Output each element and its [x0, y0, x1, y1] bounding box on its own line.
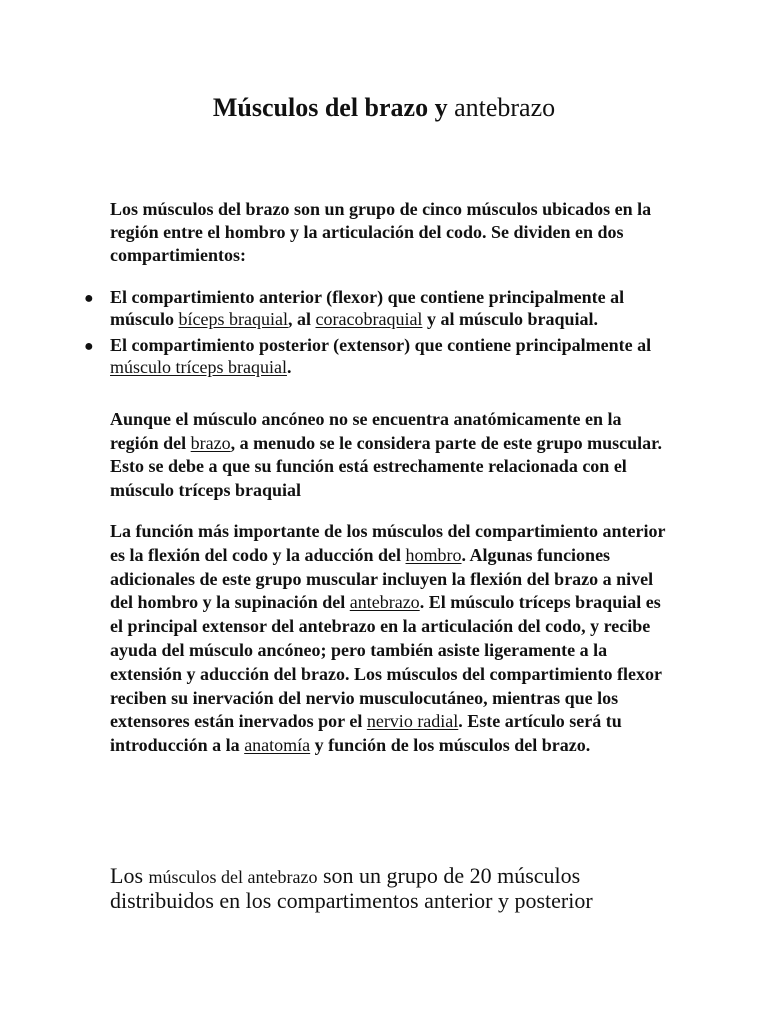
bullet-icon: ● [84, 338, 94, 355]
forearm-paragraph [110, 864, 670, 913]
link-antebrazo[interactable]: antebrazo [349, 592, 420, 613]
para-text: Los [110, 863, 143, 888]
para-text: , a menudo se le considera parte de este grupo muscular. Esto se debe a que su función está estrechamente relacionada con el músculo tríceps braquial [110, 432, 662, 500]
link-musculo-triceps-braquial[interactable]: músculo tríceps braquial [110, 357, 287, 377]
bullet-text: El compartimiento anterior (flexor) que contiene principalmente al músculo [110, 287, 625, 329]
para-text: son un grupo de 20 músculos distribuidos en los compartimentos anterior y posterior [110, 863, 593, 913]
title-bold-part: Músculos del brazo y [212, 93, 448, 122]
function-paragraph [110, 520, 670, 758]
para-text: y función de los músculos del brazo. [314, 735, 591, 756]
para-text: . El músculo tríceps braquial es el principal extensor del antebrazo en la articulación del codo, y recibe ayuda del músculo ancóneo; pero también asiste ligeramente a la extensión y aducción del brazo. Los músculos del compartimiento flexor reciben su inervación del nervio musculocutáneo, mientras que los extensores están inervados por el [110, 592, 662, 732]
para-text-small: músculos del antebrazo [148, 867, 318, 887]
link-biceps-braquial[interactable]: bíceps braquial [178, 309, 288, 329]
bullet-text: . [286, 357, 292, 377]
page-title [0, 90, 768, 126]
title-normal-part: antebrazo [454, 93, 556, 122]
list-item-posterior [0, 334, 670, 378]
link-anatomia[interactable]: anatomía [244, 735, 311, 756]
intro-paragraph: Los músculos del brazo son un grupo de cinco músculos ubicados en la región entre el hombro y la articulación del codo. Se dividen en dos compartimientos: [110, 199, 652, 265]
link-hombro[interactable]: hombro [405, 544, 462, 565]
list-item-anterior [0, 286, 670, 330]
anconeo-paragraph [110, 408, 670, 502]
link-nervio-radial[interactable]: nervio radial [366, 711, 459, 732]
para-text: Aunque el músculo ancóneo no se encuentra anatómicamente en la región del [110, 409, 622, 453]
link-coracobraquial[interactable]: coracobraquial [315, 309, 423, 329]
para-text: . Este artículo será tu introducción a la [110, 711, 622, 756]
link-brazo[interactable]: brazo [190, 432, 231, 453]
para-text: La función más importante de los músculos del compartimiento anterior es la flexión del codo y la aducción del [110, 521, 666, 565]
bullet-text: , al [287, 309, 311, 329]
compartments-list [0, 286, 768, 378]
bullet-text: y al músculo braquial. [426, 309, 598, 329]
bullet-icon: ● [84, 290, 94, 307]
para-text: . Algunas funciones adicionales de este grupo muscular incluyen la flexión del brazo a nivel del hombro y la supinación del [110, 544, 654, 613]
bullet-text: El compartimiento posterior (extensor) que contiene principalmente al [110, 335, 652, 355]
